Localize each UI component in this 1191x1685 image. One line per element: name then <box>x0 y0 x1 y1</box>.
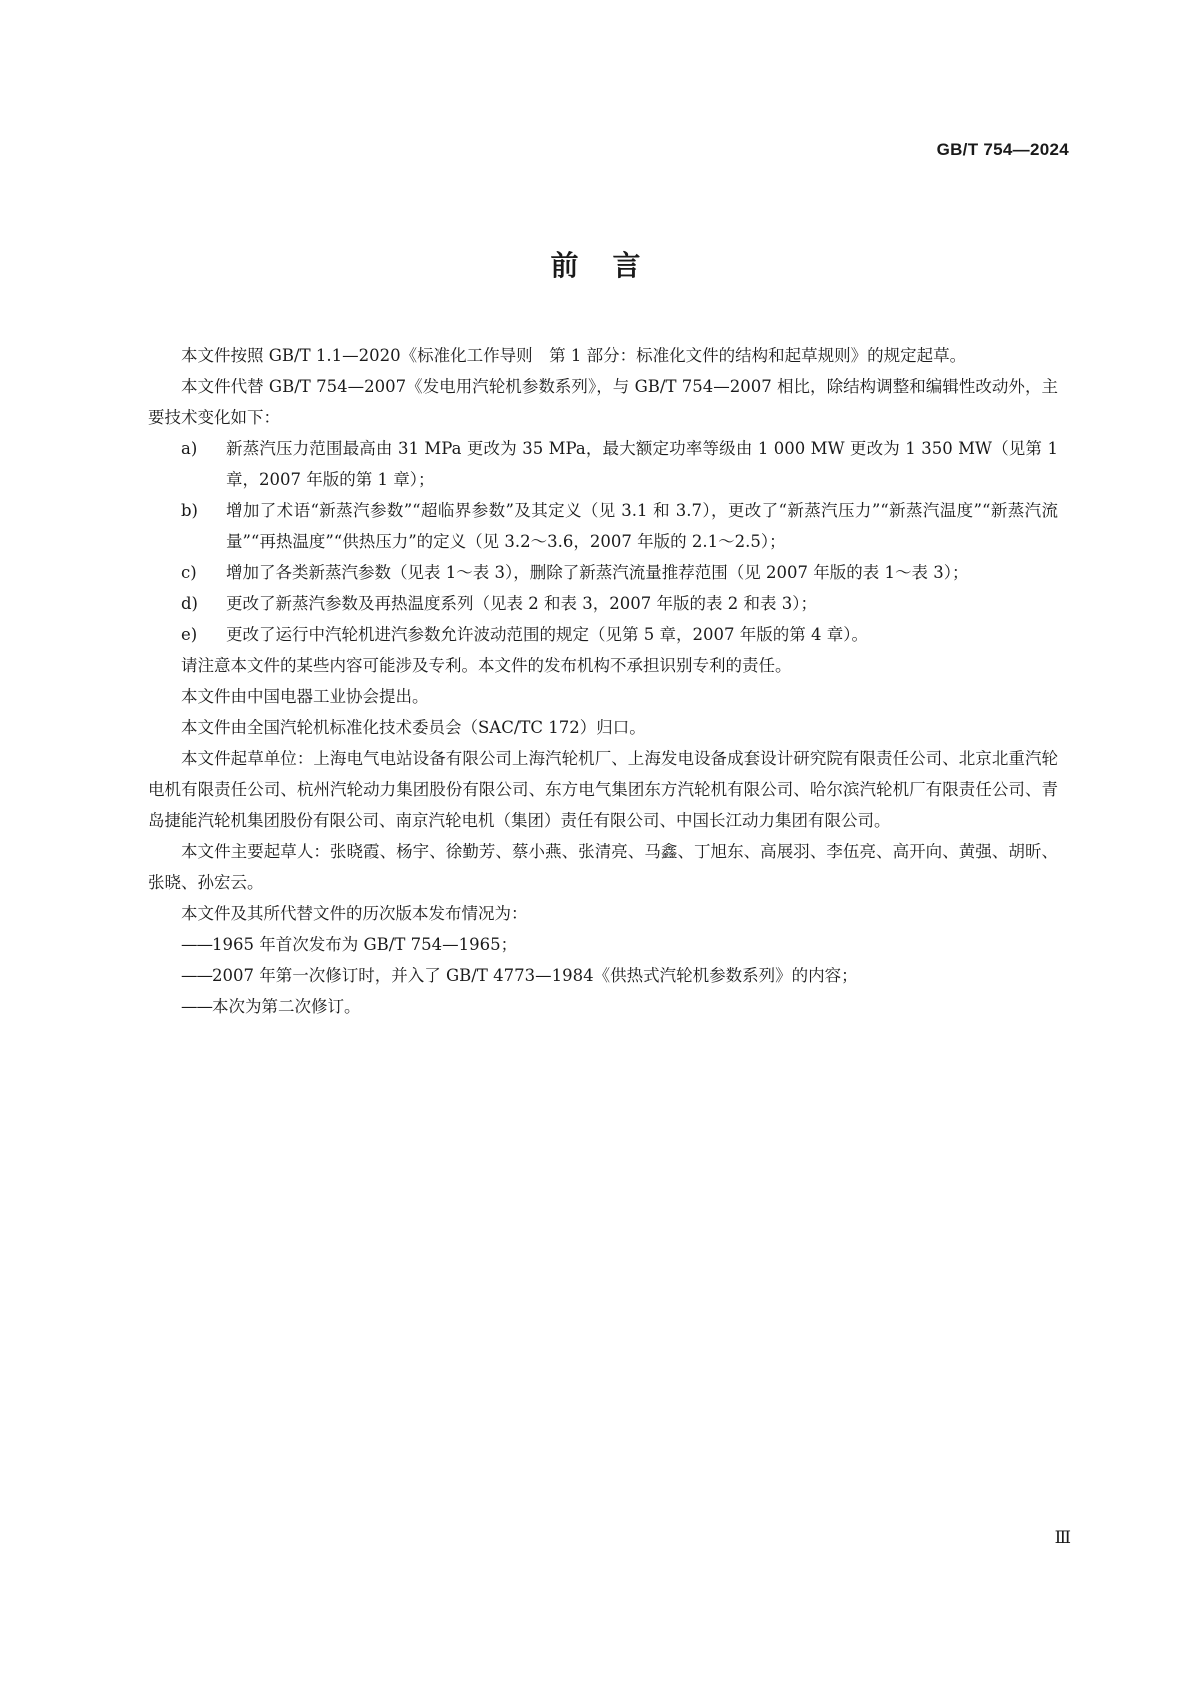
document-code: GB/T 754—2024 <box>936 140 1069 159</box>
history-dash: —— <box>181 966 212 985</box>
history-dash: —— <box>181 997 212 1016</box>
list-item <box>181 557 1058 588</box>
history-item <box>148 929 1058 960</box>
history-text: 2007 年第一次修订时，并入了 GB/T 4773—1984《供热式汽轮机参数系列》的内容； <box>212 966 858 985</box>
changes-list <box>148 433 1058 650</box>
paragraph-drafters: 本文件主要起草人：张晓霞、杨宇、徐勤芳、蔡小燕、张清亮、马鑫、丁旭东、高展羽、李伍亮、高开向、黄强、胡昕、张晓、孙宏云。 <box>148 842 1058 892</box>
paragraph-replacement: 本文件代替 GB/T 754—2007《发电用汽轮机参数系列》，与 GB/T 754—2007 相比，除结构调整和编辑性改动外，主要技术变化如下： <box>148 377 1058 427</box>
list-item <box>181 433 1058 495</box>
list-item <box>181 495 1058 557</box>
paragraph-drafting-rules: 本文件按照 GB/T 1.1—2020《标准化工作导则 第 1 部分：标准化文件的结构和起草规则》的规定起草。 <box>181 346 967 365</box>
list-item-marker: e) <box>181 625 198 644</box>
page-number: Ⅲ <box>1054 1528 1071 1548</box>
paragraph-drafting-units: 本文件起草单位：上海电气电站设备有限公司上海汽轮机厂、上海发电设备成套设计研究院有限责任公司、北京北重汽轮电机有限责任公司、杭州汽轮动力集团股份有限公司、东方电气集团东方汽轮机有限公司、哈尔滨汽轮机厂有限责任公司、青岛捷能汽轮机集团股份有限公司、南京汽轮电机（集团）责任有限公司、中国长江动力集团有限公司。 <box>148 749 1058 830</box>
list-item-marker: a) <box>181 439 198 458</box>
history-item <box>148 991 1058 1022</box>
history-text: 1965 年首次发布为 GB/T 754—1965； <box>212 935 518 954</box>
paragraph-committee: 本文件由全国汽轮机标准化技术委员会（SAC/TC 172）归口。 <box>181 718 646 737</box>
page-title: 前言 <box>550 249 675 282</box>
history-list <box>148 929 1058 1022</box>
list-item-text: 增加了各类新蒸汽参数（见表 1～表 3），删除了新蒸汽流量推荐范围（见 2007 年版的表 1～表 3）； <box>226 563 969 582</box>
history-text: 本次为第二次修订。 <box>212 997 361 1016</box>
list-item-marker: d) <box>181 594 198 613</box>
list-item-text: 新蒸汽压力范围最高由 31 MPa 更改为 35 MPa，最大额定功率等级由 1 000 MW 更改为 1 350 MW（见第 1 章，2007 年版的第 1 章）； <box>226 439 1058 489</box>
list-item <box>181 588 1058 619</box>
list-item-text: 增加了术语“新蒸汽参数”“超临界参数”及其定义（见 3.1 和 3.7），更改了“新蒸汽压力”“新蒸汽温度”“新蒸汽流量”“再热温度”“供热压力”的定义（见 3.2～3.6，2007 年版的 2.1～2.5）； <box>226 501 1058 551</box>
paragraph-patent-notice: 请注意本文件的某些内容可能涉及专利。本文件的发布机构不承担识别专利的责任。 <box>181 656 792 675</box>
paragraph-history-intro: 本文件及其所代替文件的历次版本发布情况为： <box>181 904 528 923</box>
list-item-marker: c) <box>181 563 197 582</box>
history-dash: —— <box>181 935 212 954</box>
list-item-text: 更改了新蒸汽参数及再热温度系列（见表 2 和表 3，2007 年版的表 2 和表 3）； <box>226 594 817 613</box>
list-item-marker: b) <box>181 501 198 520</box>
history-item <box>148 960 1058 991</box>
list-item <box>181 619 1058 650</box>
paragraph-proposer: 本文件由中国电器工业协会提出。 <box>181 687 429 706</box>
foreword-body <box>148 340 1058 1022</box>
list-item-text: 更改了运行中汽轮机进汽参数允许波动范围的规定（见第 5 章，2007 年版的第 4 章）。 <box>226 625 868 644</box>
